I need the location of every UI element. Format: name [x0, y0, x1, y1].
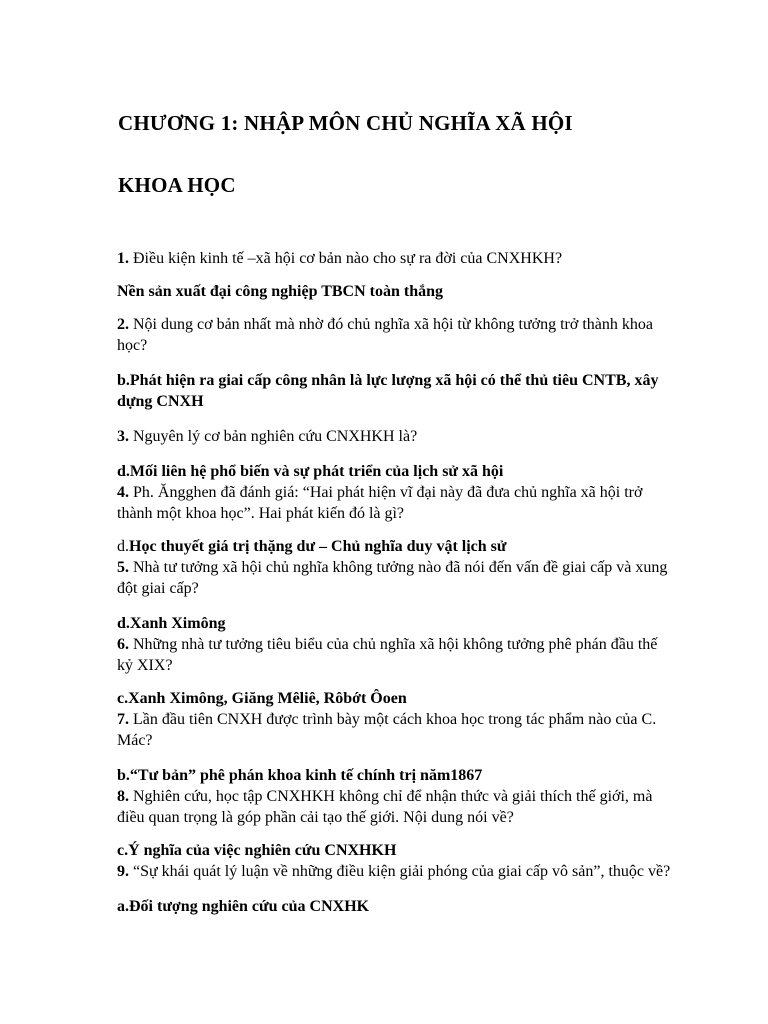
question-text: Nguyên lý cơ bản nghiên cứu CNXHKH là?	[129, 428, 418, 445]
question-1	[117, 248, 677, 269]
question-text: Nghiên cứu, học tập CNXHKH không chỉ để nhận thức và giải thích thế giới, mà điều quan trọng là góp phần cải tạo thế giới. Nội dung nói về?	[117, 788, 653, 826]
question-7	[117, 709, 677, 751]
question-text: Ph. Ăngghen đã đánh giá: “Hai phát hiện vĩ đại này đã đưa chủ nghĩa xã hội trở thành một khoa học”. Hai phát kiến đó là gì?	[117, 484, 643, 522]
question-number: 7.	[117, 711, 129, 728]
qa-list	[117, 248, 677, 917]
answer-1: Nền sản xuất đại công nghiệp TBCN toàn thắng	[117, 283, 444, 300]
answer-5: d.Xanh Ximông	[117, 615, 226, 632]
answer-7: b.“Tư bản” phê phán khoa kinh tế chính trị năm1867	[117, 767, 483, 784]
question-9	[117, 861, 677, 882]
answer-3: d.Mối liên hệ phổ biến và sự phát triển của lịch sử xã hội	[117, 463, 504, 480]
question-text: “Sự khái quát lý luận về những điều kiện giải phóng của giai cấp vô sản”, thuộc về?	[129, 863, 671, 880]
chapter-title-line1: CHƯƠNG 1: NHẬP MÔN CHỦ NGHĨA XÃ HỘI	[118, 111, 573, 135]
question-number: 8.	[117, 788, 129, 805]
question-number: 6.	[117, 636, 129, 653]
answer-6: c.Xanh Ximông, Giăng Mêliê, Rôbớt Ôoen	[117, 690, 407, 707]
question-number: 4.	[117, 484, 129, 501]
answer-9: a.Đối tượng nghiên cứu của CNXHK	[117, 898, 370, 915]
question-text: Nội dung cơ bản nhất mà nhờ đó chủ nghĩa xã hội từ không tưởng trở thành khoa học?	[117, 316, 653, 354]
question-number: 2.	[117, 316, 129, 333]
answer-4	[117, 536, 677, 557]
question-number: 9.	[117, 863, 129, 880]
question-number: 1.	[117, 250, 129, 267]
question-2	[117, 314, 677, 356]
question-text: Những nhà tư tưởng tiêu biểu của chủ nghĩa xã hội không tưởng phê phán đầu thế kỷ XIX?	[117, 636, 658, 674]
answer-prefix: d.	[117, 538, 129, 555]
answer-8: c.Ý nghĩa của việc nghiên cứu CNXHKH	[117, 842, 397, 859]
answer-2: b.Phát hiện ra giai cấp công nhân là lực lượng xã hội có thể thủ tiêu CNTB, xây dựng CNXH	[117, 372, 659, 410]
question-8	[117, 786, 677, 828]
question-5	[117, 557, 677, 599]
question-text: Điều kiện kinh tế –xã hội cơ bản nào cho sự ra đời của CNXHKH?	[129, 250, 563, 267]
chapter-title-line2: KHOA HỌC	[118, 173, 236, 197]
question-3	[117, 426, 677, 447]
question-number: 5.	[117, 559, 129, 576]
question-6	[117, 634, 677, 676]
question-number: 3.	[117, 428, 129, 445]
answer-text: Học thuyết giá trị thặng dư – Chủ nghĩa duy vật lịch sử	[129, 538, 507, 555]
question-4	[117, 482, 677, 524]
question-text: Lần đầu tiên CNXH được trình bày một cách khoa học trong tác phẩm nào của C. Mác?	[117, 711, 657, 749]
question-text: Nhà tư tưởng xã hội chủ nghĩa không tưởng nào đã nói đến vấn đề giai cấp và xung đột giai cấp?	[117, 559, 668, 597]
